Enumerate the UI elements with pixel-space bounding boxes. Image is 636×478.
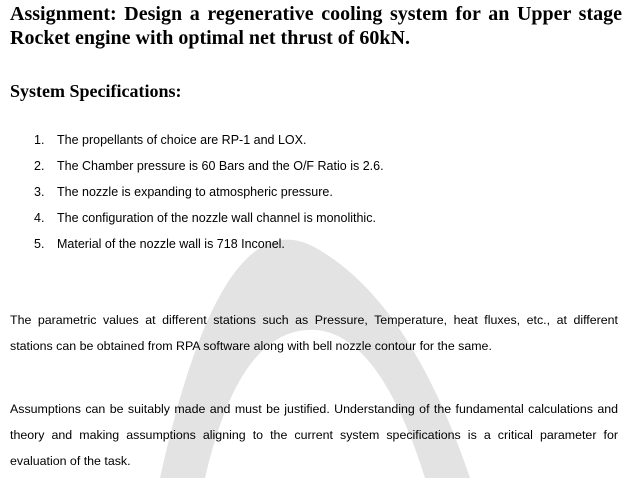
parametric-values-paragraph: The parametric values at different stations such as Pressure, Temperature, heat fluxes, etc., at different stations can be obtained from RPA software along with bell nozzle contour for the same. bbox=[10, 313, 618, 353]
list-item-number: 2. bbox=[34, 159, 45, 173]
specifications-heading: System Specifications: bbox=[10, 81, 182, 101]
list-item-number: 5. bbox=[34, 237, 45, 251]
list-item-text: The configuration of the nozzle wall channel is monolithic. bbox=[57, 211, 376, 225]
list-item-text: The Chamber pressure is 60 Bars and the O/F Ratio is 2.6. bbox=[57, 159, 384, 173]
list-item-number: 1. bbox=[34, 133, 45, 147]
list-item-number: 3. bbox=[34, 185, 45, 199]
list-item-text: The propellants of choice are RP-1 and LOX. bbox=[57, 133, 307, 147]
list-item-text: Material of the nozzle wall is 718 Inconel. bbox=[57, 237, 285, 251]
assumptions-paragraph: Assumptions can be suitably made and must be justified. Understanding of the fundamental calculations and theory and making assumptions aligning to the current system specifications is a critical parameter for evaluation of the task. bbox=[10, 402, 618, 468]
assignment-title: Assignment: Design a regenerative cooling system for an Upper stage Rocket engine with optimal net thrust of 60kN. bbox=[10, 3, 622, 49]
list-item-number: 4. bbox=[34, 211, 45, 225]
list-item-text: The nozzle is expanding to atmospheric pressure. bbox=[57, 185, 333, 199]
